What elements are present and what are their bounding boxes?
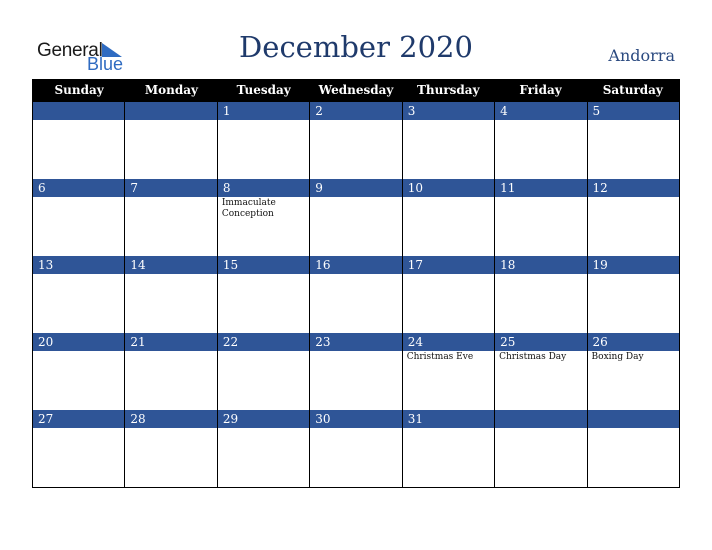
day-number: 30 <box>310 410 401 428</box>
day-number: 25 <box>495 333 586 351</box>
day-cell <box>310 410 402 487</box>
day-cell <box>33 102 125 179</box>
day-cell <box>403 410 495 487</box>
day-cell <box>310 102 402 179</box>
weekday-sunday: Sunday <box>54 83 104 97</box>
day-number: 2 <box>310 102 401 120</box>
day-number: 16 <box>310 256 401 274</box>
day-number <box>495 410 586 428</box>
week-row <box>33 410 679 487</box>
day-cell <box>125 179 217 256</box>
weekday-thursday: Thursday <box>416 83 480 97</box>
day-number: 8 <box>218 179 309 197</box>
day-number: 24 <box>403 333 494 351</box>
day-number: 20 <box>33 333 124 351</box>
day-cell <box>495 333 587 410</box>
logo-blue-text: Blue <box>87 54 124 74</box>
day-number: 1 <box>218 102 309 120</box>
day-cell <box>125 256 217 333</box>
day-number: 17 <box>403 256 494 274</box>
day-number: 10 <box>403 179 494 197</box>
day-cell <box>125 410 217 487</box>
holiday-label: Christmas Day <box>499 352 567 362</box>
day-number: 27 <box>33 410 124 428</box>
week-row <box>33 333 679 410</box>
day-number: 13 <box>33 256 124 274</box>
day-cell <box>218 102 310 179</box>
day-number: 15 <box>218 256 309 274</box>
day-cell <box>495 256 587 333</box>
day-cell <box>588 410 679 487</box>
day-number: 9 <box>310 179 401 197</box>
day-cell <box>403 256 495 333</box>
day-cell <box>588 102 679 179</box>
weekday-wednesday: Wednesday <box>318 83 394 97</box>
day-number: 6 <box>33 179 124 197</box>
logo-general-text: General <box>37 40 103 61</box>
day-cell <box>588 333 679 410</box>
day-number: 22 <box>218 333 309 351</box>
day-number: 7 <box>125 179 216 197</box>
day-number: 31 <box>403 410 494 428</box>
day-number: 4 <box>495 102 586 120</box>
day-number: 28 <box>125 410 216 428</box>
day-number: 12 <box>588 179 679 197</box>
day-cell <box>125 333 217 410</box>
country-label: Andorra <box>608 46 675 65</box>
weekday-monday: Monday <box>144 83 198 97</box>
holiday-label: Boxing Day <box>591 352 644 362</box>
day-number: 14 <box>125 256 216 274</box>
day-cell <box>310 256 402 333</box>
day-cell <box>218 333 310 410</box>
weekday-tuesday: Tuesday <box>236 83 291 97</box>
day-number: 29 <box>218 410 309 428</box>
day-cell <box>310 179 402 256</box>
day-cell <box>403 102 495 179</box>
week-row <box>33 179 679 256</box>
day-cell <box>310 333 402 410</box>
weekday-friday: Friday <box>519 83 562 97</box>
holiday-label: Christmas Eve <box>406 352 474 362</box>
day-number: 3 <box>403 102 494 120</box>
page-title: December 2020 <box>239 30 473 64</box>
day-number <box>125 102 216 120</box>
day-cell <box>588 256 679 333</box>
week-row <box>33 102 679 179</box>
day-number: 5 <box>588 102 679 120</box>
day-cell <box>495 410 587 487</box>
day-cell <box>218 256 310 333</box>
day-cell <box>218 410 310 487</box>
calendar-grid <box>32 79 680 488</box>
week-row <box>33 256 679 333</box>
day-cell <box>403 333 495 410</box>
day-cell <box>495 102 587 179</box>
day-number: 23 <box>310 333 401 351</box>
day-number: 18 <box>495 256 586 274</box>
weekday-saturday: Saturday <box>602 83 663 97</box>
weekday-header-row <box>33 79 679 102</box>
day-cell <box>33 179 125 256</box>
day-cell <box>33 410 125 487</box>
day-cell <box>403 179 495 256</box>
day-cell <box>218 179 310 256</box>
day-cell <box>495 179 587 256</box>
day-number <box>588 410 679 428</box>
day-cell <box>33 333 125 410</box>
day-number: 19 <box>588 256 679 274</box>
day-number: 21 <box>125 333 216 351</box>
day-cell <box>33 256 125 333</box>
holiday-label: Immaculate Conception <box>221 198 276 219</box>
day-cell <box>125 102 217 179</box>
day-number: 26 <box>588 333 679 351</box>
day-number <box>33 102 124 120</box>
day-cell <box>588 179 679 256</box>
day-number: 11 <box>495 179 586 197</box>
